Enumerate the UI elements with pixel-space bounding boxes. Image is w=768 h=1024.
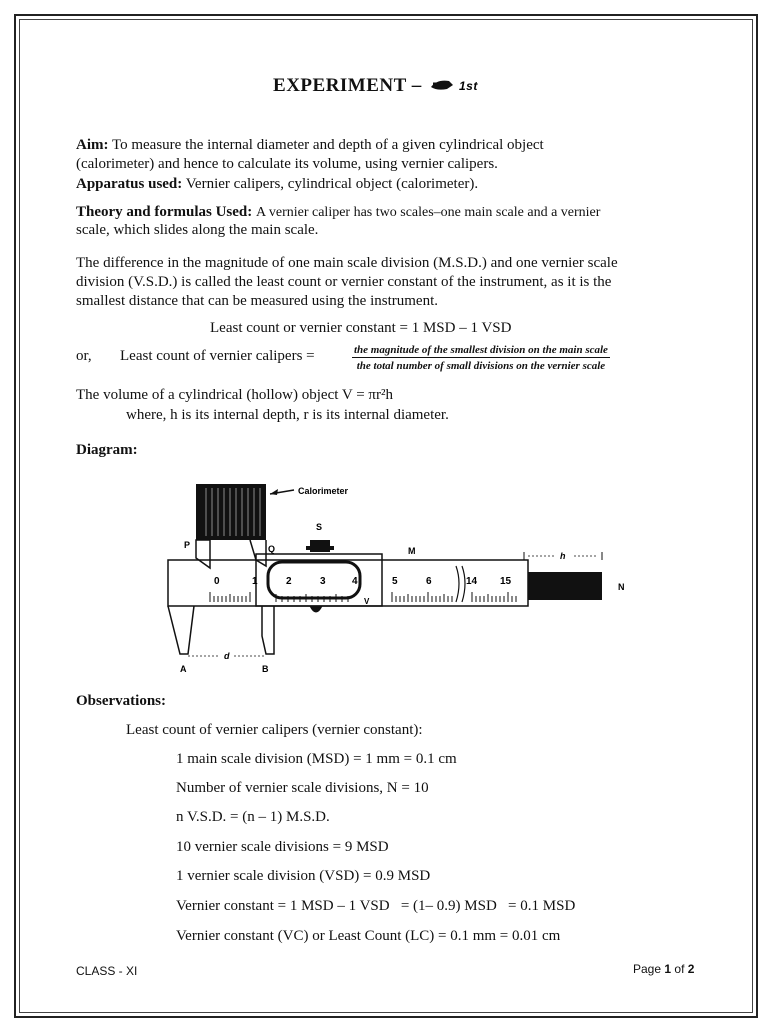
label-h: h — [560, 551, 566, 561]
upper-jaw-q — [250, 540, 266, 566]
upper-jaw-p — [196, 540, 210, 568]
page-prefix: Page — [633, 962, 662, 976]
break-mark-left — [456, 566, 459, 602]
fraction-denominator: the total number of small divisions on the vernier scale — [356, 360, 606, 372]
scale-number-5: 5 — [392, 576, 398, 587]
aim-label: Aim: — [76, 137, 109, 153]
formula2-lhs: Least count of vernier calipers = — [120, 348, 315, 364]
label-s: S — [316, 522, 323, 532]
theory-para2-line-3: smallest distance that can be measured using the instrument. — [76, 293, 438, 309]
title-text: EXPERIMENT – — [273, 75, 422, 96]
page-current: 1 — [664, 962, 672, 976]
page-title — [0, 73, 768, 97]
observation-line-5: 1 vernier scale division (VSD) = 0.9 MSD — [176, 868, 431, 884]
footer-class: CLASS - XI — [76, 964, 138, 978]
handwritten-label: 1st — [458, 79, 478, 93]
scale-number-4: 4 — [352, 576, 358, 587]
scale-number-14: 14 — [466, 576, 478, 587]
apparatus-label: Apparatus used: — [76, 176, 183, 192]
theory-para2-line-2: division (V.S.D.) is called the least count or vernier constant of the instrument, as it is the — [76, 274, 612, 290]
aim-line-2: (calorimeter) and hence to calculate its volume, using vernier calipers. — [76, 156, 498, 172]
aim-text-1: To measure the internal diameter and depth of a given cylindrical object — [111, 137, 544, 153]
label-d: d — [224, 651, 230, 661]
page-of: of — [674, 962, 685, 976]
volume-formula: The volume of a cylindrical (hollow) object V = πr²h — [76, 387, 393, 403]
formula2-fraction — [352, 344, 610, 372]
formula2-or: or, — [76, 348, 92, 364]
theory-line-1 — [76, 203, 600, 222]
theory-para2-line-1: The difference in the magnitude of one main scale division (M.S.D.) and one vernier scale — [76, 255, 618, 271]
label-m: M — [408, 546, 416, 556]
observation-line-6: Vernier constant = 1 MSD – 1 VSD = (1– 0.9) MSD = 0.1 MSD — [176, 898, 576, 914]
label-a: A — [180, 664, 187, 674]
theory-line-2: scale, which slides along the main scale. — [76, 222, 319, 238]
page-total: 2 — [687, 962, 695, 976]
scale-number-1: 1 — [252, 576, 258, 587]
observation-line-3: n V.S.D. = (n – 1) M.S.D. — [176, 809, 330, 825]
observation-line-2: Number of vernier scale divisions, N = 10 — [176, 780, 429, 796]
d-dimension — [188, 651, 266, 661]
scale-number-15: 15 — [500, 576, 512, 587]
label-q: Q — [268, 544, 276, 554]
observation-line-7: Vernier constant (VC) or Least Count (LC) = 0.1 mm = 0.01 cm — [176, 928, 561, 944]
depth-rod — [528, 572, 602, 600]
least-count-formula: Least count or vernier constant = 1 MSD – 1 VSD — [210, 320, 512, 336]
observation-line-1: 1 main scale division (MSD) = 1 mm = 0.1 cm — [176, 751, 457, 767]
handwritten-number — [427, 73, 495, 95]
apparatus-text: Vernier calipers, cylindrical object (calorimeter). — [185, 176, 479, 192]
fraction-numerator: the magnitude of the smallest division on the main scale — [354, 344, 608, 356]
observation-line-4: 10 vernier scale divisions = 9 MSD — [176, 839, 389, 855]
scale-number-6: 6 — [426, 576, 432, 587]
theory-text-1: A vernier caliper has two scales–one main scale and a vernier — [256, 205, 601, 220]
break-mark-right — [462, 566, 465, 602]
h-dimension — [524, 551, 602, 561]
apparatus-line — [76, 175, 478, 194]
observations-label: Observations: — [76, 693, 166, 709]
lower-jaw-a — [168, 606, 194, 654]
scale-number-0: 0 — [214, 576, 220, 587]
label-b: B — [262, 664, 269, 674]
volume-where: where, h is its internal depth, r is its internal diameter. — [126, 407, 449, 423]
scale-number-3: 3 — [320, 576, 326, 587]
label-p: P — [184, 540, 191, 550]
aim-line-1 — [76, 136, 544, 155]
label-v: V — [364, 597, 370, 606]
scale-number-2: 2 — [286, 576, 292, 587]
diagram-label: Diagram: — [76, 442, 138, 458]
vernier-caliper-diagram — [150, 476, 650, 682]
lower-jaw-b — [262, 606, 274, 654]
footer-page-number — [633, 962, 694, 976]
label-calorimeter: Calorimeter — [298, 486, 349, 496]
thumb-screw — [310, 606, 322, 612]
observations-heading: Least count of vernier calipers (vernier constant): — [126, 722, 423, 738]
calorimeter-figure — [196, 484, 266, 540]
vernier-window — [268, 562, 360, 598]
label-n: N — [618, 582, 625, 592]
theory-label: Theory and formulas Used: — [76, 204, 253, 220]
